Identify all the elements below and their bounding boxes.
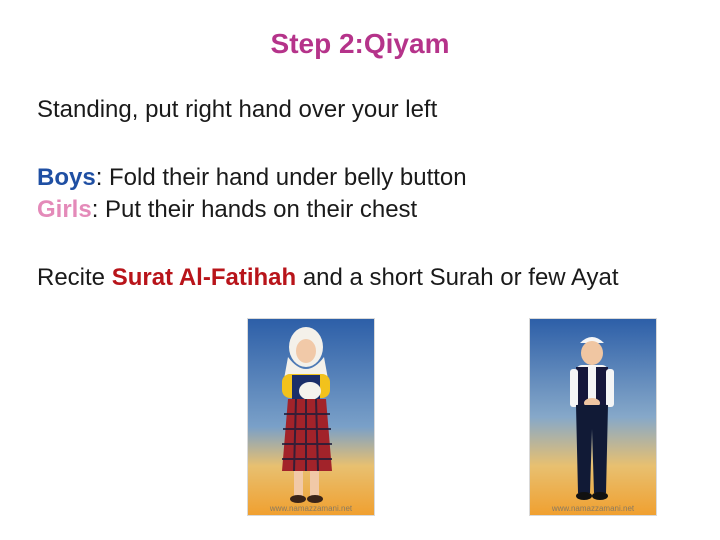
boys-label: Boys [37,164,96,191]
girl-watermark: www.namazzamani.net [269,504,353,513]
boy-watermark: www.namazzamani.net [551,504,635,513]
slide-title: Step 2:Qiyam [270,28,450,59]
boy-qiyam-image [529,318,657,516]
boys-text: : Fold their hand under belly button [95,164,467,191]
recite-suffix: and a short Surah or few Ayat [296,264,619,291]
boys-instruction [37,162,687,194]
girls-instruction [37,194,687,226]
girl-figure [248,319,374,515]
boy-figure [530,319,656,515]
girl-qiyam-image [247,318,375,516]
recite-prefix: Recite [37,264,112,291]
surat-highlight: Surat Al-Fatihah [111,264,297,291]
standing-instruction: Standing, put right hand over your left [37,96,438,123]
girls-text: : Put their hands on their chest [91,196,418,223]
girls-label: Girls [37,196,92,223]
recite-instruction [37,262,677,294]
